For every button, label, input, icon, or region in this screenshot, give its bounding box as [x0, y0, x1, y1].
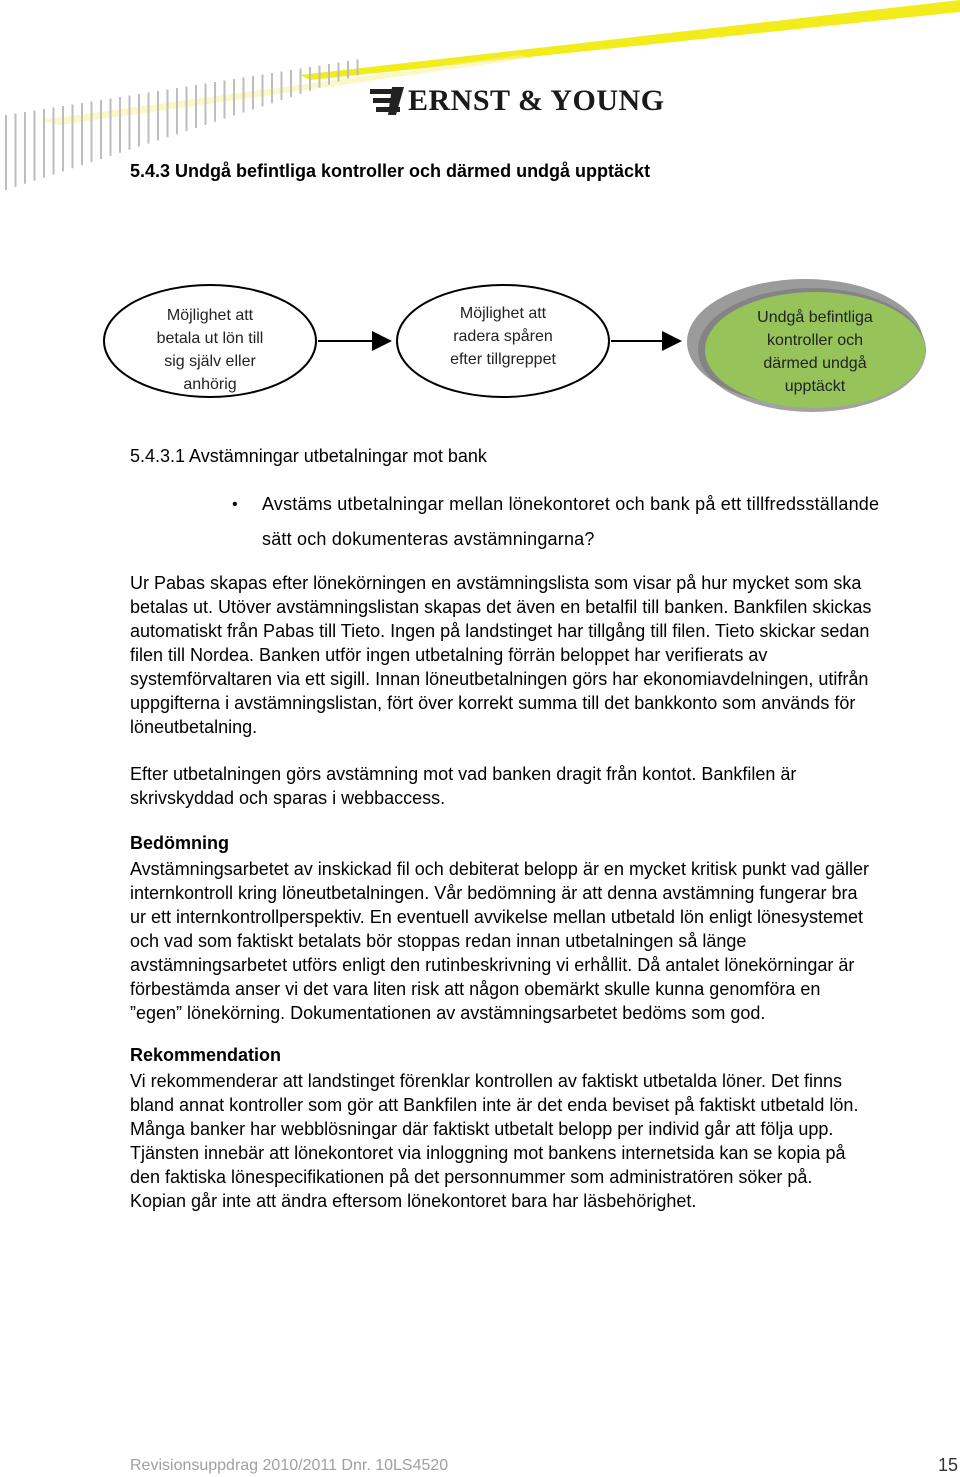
flow-diagram — [0, 270, 960, 440]
stripe — [233, 79, 235, 116]
assessment-text: Avstämningsarbetet av inskickad fil och debiterat belopp är en mycket kritisk punkt vad gäller internkontroll kring löneutbetalningen. Vår bedömning är att denna avstämning fungerar bra ur ett internkontrollperspektiv. En eventuell avvikelse mellan utbetald lön enligt lönesystemet och vad som faktiskt betalats bör stoppas redan innan utbetalningen så länge avstämningsarbetet utförs enligt den rutinbeskrivning vi erhållit. Då antalet lönekörningar är förbestämda anser vi det vara liten risk att någon obemärkt skulle kunna genomföra en ”egen” lönekörning. Dokumentationen av avstämningsarbetet bedöms som god. — [130, 859, 870, 1023]
stripe — [262, 75, 264, 107]
stripe — [252, 76, 254, 109]
stripe — [81, 103, 83, 165]
stripe — [186, 87, 188, 132]
node-2-label: Möjlighet att radera spåren efter tillgreppet — [450, 305, 556, 368]
stripe — [243, 78, 245, 113]
logo-icon — [370, 87, 404, 120]
recommendation-heading: Rekommendation — [130, 1045, 282, 1065]
stripe — [129, 96, 131, 150]
stripe — [43, 109, 45, 178]
stripe — [271, 73, 273, 103]
section-title: 5.4.3 Undgå befintliga kontroller och därmed undgå upptäckt — [130, 161, 651, 181]
stripe — [167, 90, 169, 138]
stripe — [195, 85, 197, 128]
paragraph-2: Efter utbetalningen görs avstämning mot vad banken dragit från kontot. Bankfilen är skrivskyddad och sparas i webbaccess. — [130, 764, 797, 808]
stripe — [214, 82, 216, 122]
stripe — [53, 108, 55, 175]
stripe — [119, 97, 121, 153]
stripe — [110, 99, 112, 156]
stripe — [24, 112, 26, 184]
stripe — [205, 84, 207, 125]
stripe — [328, 64, 330, 85]
company-logo: ERNST & YOUNG — [408, 84, 665, 117]
stripe — [5, 115, 7, 190]
stripe — [148, 93, 150, 144]
assessment-heading: Bedömning — [130, 833, 229, 853]
bullet-question: Avstäms utbetalningar mellan lönekontoret och bank på ett tillfredsställande sätt och dokumenteras avstämningarna? — [262, 494, 880, 549]
stripe — [338, 63, 340, 82]
stripe — [34, 111, 36, 181]
yellow-beam — [300, 0, 960, 80]
stripe — [319, 66, 321, 88]
footer-reference: Revisionsuppdrag 2010/2011 Dnr. 10LS4520 — [130, 1457, 449, 1474]
stripe — [62, 106, 64, 171]
stripe — [224, 81, 226, 119]
bullet-icon: • — [232, 496, 238, 513]
paragraph-1: Ur Pabas skapas efter lönekörningen en avstämningslista som visar på hur mycket som ska betalas ut. Utöver avstämningslistan skapas det även en betalfil till banken. Bankfilen skickas automatiskt från Pabas till Tieto. Ingen på landstinget har tillgång till filen. Tieto skickar sedan filen till Nordea. Banken utför ingen utbetalning förrän beloppet har verifierats av systemförvaltaren via ett sigill. Innan löneutbetalningen görs har ekonomiavdelningen, utifrån uppgifterna i avstämningslistan, fört över korrekt summa till det bankkonto som används för löneutbetalning. — [130, 573, 872, 737]
stripe — [91, 102, 93, 163]
stripe — [72, 105, 74, 169]
stripe — [15, 114, 17, 187]
stripe — [309, 67, 311, 91]
stripe — [157, 91, 159, 140]
stripe — [176, 88, 178, 134]
stripe — [357, 60, 359, 76]
recommendation-text: Vi rekommenderar att landstinget förenklar kontrollen av faktiskt utbetalda löner. Det finns bland annat kontroller som gör att Bankfilen inte är det enda beviset på faktiskt utbetald lön. Många banker har webblösningar där faktiskt utbetalt belopp per individ går att följa upp. Tjänsten innebär att lönekontoret via inloggning mot bankens internetsida kan se kopia på den faktiska lönespecifikationen på det personnummer som administratören söker på. Kopian går inte att ändra eftersom lönekontoret bara har läsbehörighet. — [130, 1071, 859, 1211]
stripe — [281, 72, 283, 101]
page-number: 15 — [938, 1455, 959, 1475]
node-3-label: Undgå befintliga kontroller och därmed undgå upptäckt — [757, 309, 873, 395]
stripe — [347, 61, 349, 78]
subsection-title: 5.4.3.1 Avstämningar utbetalningar mot bank — [130, 446, 487, 466]
stripe — [300, 69, 302, 94]
stripe — [100, 100, 102, 159]
node-1-label: Möjlighet att betala ut lön till sig själv eller anhörig — [156, 307, 264, 393]
stripe — [290, 70, 292, 97]
stripe — [138, 94, 140, 147]
